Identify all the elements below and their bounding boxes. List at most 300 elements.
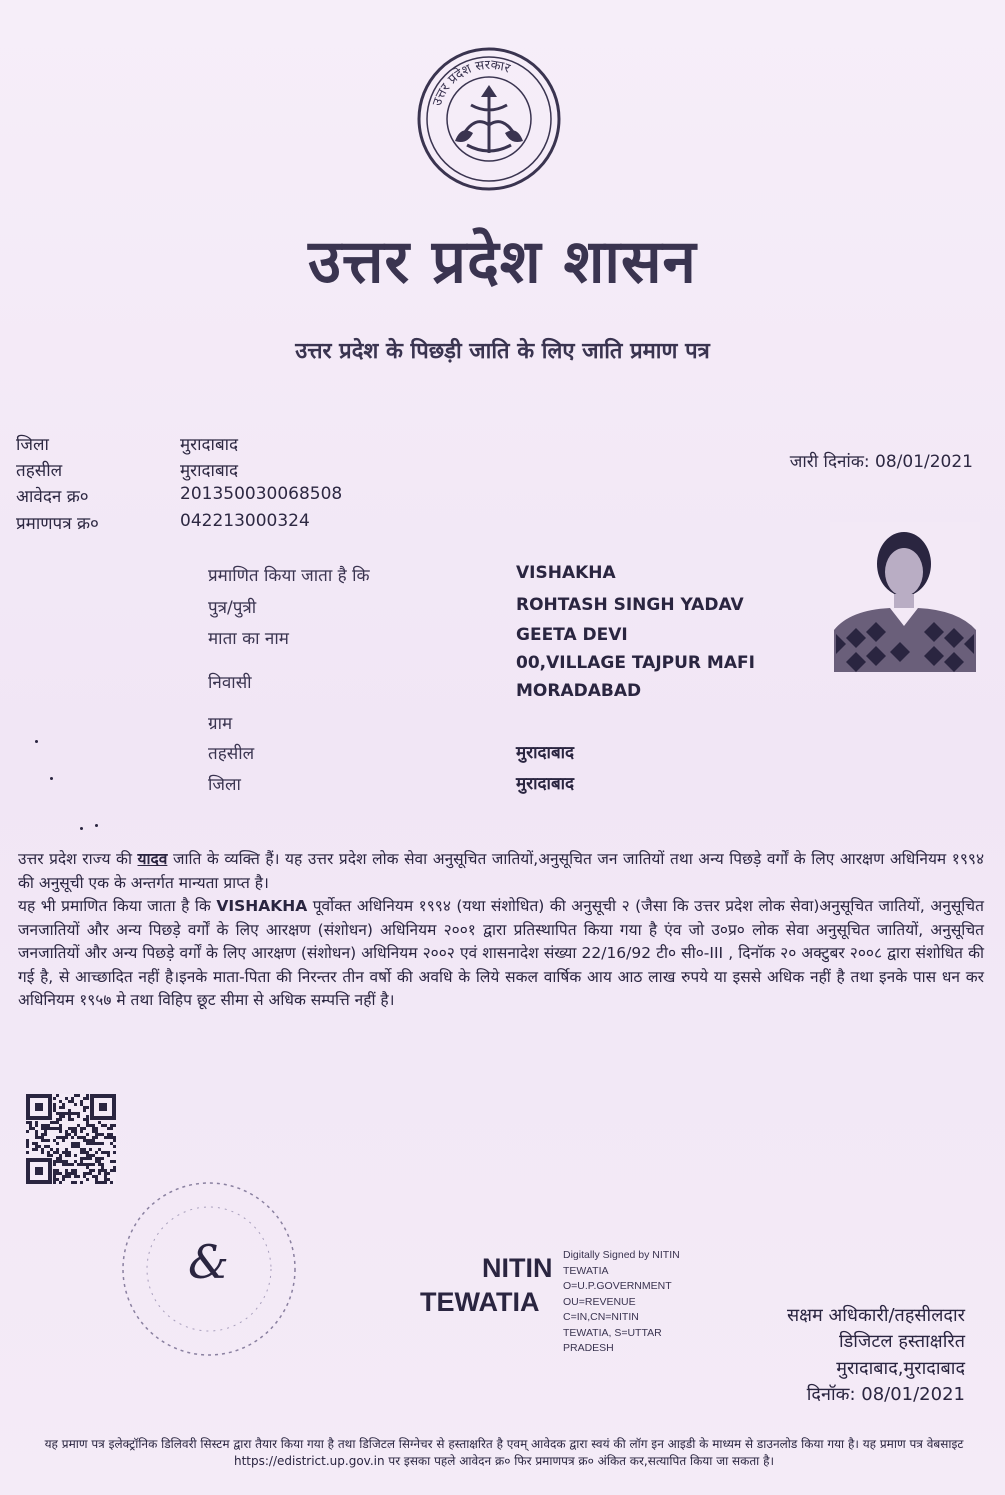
qr-module [92,1169,95,1172]
qr-module [98,1157,101,1160]
speck [50,777,53,780]
officer-signature-status: डिजिटल हस्ताक्षरित [839,1331,965,1352]
qr-module [71,1100,74,1103]
detail-value-address-line1: 00,VILLAGE TAJPUR MAFI [516,653,755,673]
detail-label-tehsil: तहसील [208,744,255,764]
qr-module [107,1151,110,1154]
qr-module [101,1169,104,1172]
qr-module [83,1163,86,1166]
qr-module [80,1103,83,1106]
qr-module [74,1142,77,1145]
qr-module [56,1169,59,1172]
qr-module [65,1136,68,1139]
qr-module [86,1115,89,1118]
qr-module [77,1163,80,1166]
qr-module [80,1148,83,1151]
qr-module [92,1136,95,1139]
qr-module [83,1157,86,1160]
qr-module [92,1127,95,1130]
qr-module [56,1118,59,1121]
meta-value-tehsil: मुरादाबाद [180,461,239,481]
qr-module [56,1178,59,1181]
qr-module [89,1163,92,1166]
detail-label-village: ग्राम [208,714,233,734]
qr-module [32,1127,35,1130]
qr-module [110,1133,113,1136]
qr-module [44,1133,47,1136]
qr-module [65,1148,68,1151]
speck [80,827,83,830]
qr-module [41,1151,44,1154]
qr-module [65,1160,68,1163]
qr-module [98,1181,101,1184]
qr-module [74,1169,77,1172]
qr-module [80,1151,83,1154]
qr-module [98,1133,101,1136]
qr-module [59,1100,62,1103]
qr-module [74,1172,77,1175]
qr-module [86,1133,89,1136]
qr-module [68,1109,71,1112]
detail-value-father: ROHTASH SINGH YADAV [516,595,744,615]
caste-name: यादव [137,850,168,868]
qr-module [77,1136,80,1139]
qr-module [62,1136,65,1139]
qr-module [56,1127,59,1130]
document-title: उत्तर प्रदेश शासन [308,227,697,297]
qr-module [95,1142,98,1145]
qr-module [86,1178,89,1181]
qr-module [83,1127,86,1130]
qr-module [56,1136,59,1139]
qr-module [56,1112,59,1115]
qr-module [35,1133,38,1136]
qr-module [41,1148,44,1151]
qr-module [104,1136,107,1139]
qr-module [50,1148,53,1151]
qr-module [104,1175,107,1178]
qr-module [74,1181,77,1184]
qr-module [59,1112,62,1115]
qr-module [35,1121,38,1124]
qr-module [35,1136,38,1139]
qr-module [56,1121,59,1124]
qr-module [65,1163,68,1166]
qr-module [83,1118,86,1121]
body-text-fragment: उत्तर प्रदेश राज्य की [18,850,138,868]
verification-footer: यह प्रमाण पत्र इलेक्ट्रॉनिक डिलिवरी सिस्टम द्वारा तैयार किया गया है तथा डिजिटल सिग्नेचर से हस्ताक्षरित है एवम् आवेदक द्वारा स्वयं की लॉग इन आइडी के माध्यम से डाउनलोड किया गया है। यह प्रमाण पत्र वेबसाइट https://edistrict.up.gov.in पर इसका पहले आवेदन क्र० फिर प्रमाणपत्र क्र० अंकित कर,सत्यापित किया जा सकता है। [44,1437,964,1468]
signature-line: C=IN,CN=NITIN [563,1311,639,1323]
qr-module [29,1124,32,1127]
qr-module [71,1112,74,1115]
handwritten-signature: & [188,1235,229,1289]
up-government-emblem [415,45,563,193]
qr-module [53,1160,56,1163]
qr-module [59,1172,62,1175]
qr-module [44,1145,47,1148]
qr-module [107,1178,110,1181]
qr-module [44,1130,47,1133]
qr-module [56,1157,59,1160]
qr-module [83,1136,86,1139]
qr-module [110,1142,113,1145]
qr-module [35,1130,38,1133]
qr-module [47,1124,50,1127]
signature-line: TEWATIA [563,1264,609,1277]
qr-module [38,1145,41,1148]
qr-module [47,1139,50,1142]
applicant-photo [830,522,980,672]
qr-module [86,1142,89,1145]
qr-module [77,1115,80,1118]
qr-module [110,1136,113,1139]
qr-module [68,1172,71,1175]
qr-module [83,1097,86,1100]
qr-module [92,1142,95,1145]
qr-module [104,1169,107,1172]
qr-module [74,1094,77,1097]
qr-module [104,1172,107,1175]
qr-module [71,1118,74,1121]
signature-line: O=U.P.GOVERNMENT [563,1280,672,1292]
qr-module [95,1151,98,1154]
qr-module [107,1154,110,1157]
qr-module [29,1121,32,1124]
meta-value-district: मुरादाबाद [180,435,239,455]
qr-module [89,1148,92,1151]
qr-module [56,1142,59,1145]
qr-module [71,1097,74,1100]
qr-module [53,1121,56,1124]
signer-last-name: TEWATIA [420,1287,540,1317]
qr-module [29,1127,32,1130]
qr-module [65,1130,68,1133]
qr-module [59,1124,62,1127]
qr-module [26,1139,29,1142]
qr-module [65,1175,68,1178]
qr-module [62,1103,65,1106]
speck [95,824,98,827]
qr-module [32,1148,35,1151]
qr-module [86,1094,89,1097]
qr-module [68,1115,71,1118]
qr-module [98,1169,101,1172]
qr-module [86,1121,89,1124]
qr-module [86,1154,89,1157]
qr-module [65,1169,68,1172]
meta-value-certificate-no: 042213000324 [180,511,310,531]
qr-module [86,1097,89,1100]
qr-module [56,1172,59,1175]
meta-label-application-no: आवेदन क्र० [16,487,89,507]
qr-module [89,1142,92,1145]
detail-label-resident: निवासी [208,673,252,693]
qr-module [83,1172,86,1175]
qr-module [80,1127,83,1130]
signature-line: PRADESH [563,1342,614,1354]
qr-module [86,1139,89,1142]
qr-module [86,1106,89,1109]
qr-module [68,1163,71,1166]
qr-module [77,1175,80,1178]
qr-module [101,1166,104,1169]
qr-module [95,1175,98,1178]
qr-module [95,1133,98,1136]
qr-module [68,1100,71,1103]
qr-module [101,1157,104,1160]
qr-module [89,1124,92,1127]
qr-module [74,1133,77,1136]
qr-module [107,1172,110,1175]
signature-line: TEWATIA, S=UTTAR [563,1326,662,1339]
qr-module [62,1175,65,1178]
signature-line: OU=REVENUE [563,1295,636,1308]
qr-module [62,1178,65,1181]
qr-module [53,1163,56,1166]
detail-value-tehsil: मुरादाबाद [516,743,575,763]
qr-module [74,1175,77,1178]
qr-module [26,1151,29,1154]
qr-module [95,1181,98,1184]
qr-module [53,1169,56,1172]
qr-module [86,1163,89,1166]
qr-module [62,1115,65,1118]
qr-module [98,1160,101,1163]
qr-module [59,1118,62,1121]
detail-value-address-line2: MORADABAD [516,681,642,701]
qr-module [59,1130,62,1133]
qr-module [74,1127,77,1130]
qr-module [92,1154,95,1157]
qr-module [65,1172,68,1175]
qr-module [56,1094,59,1097]
qr-module [71,1181,74,1184]
qr-module [80,1136,83,1139]
qr-module [101,1163,104,1166]
qr-module [71,1145,74,1148]
qr-module [107,1127,110,1130]
qr-module [80,1157,83,1160]
qr-module [74,1154,77,1157]
qr-module [41,1124,44,1127]
detail-label-certified: प्रमाणित किया जाता है कि [208,566,370,586]
qr-module [53,1106,56,1109]
qr-module [77,1124,80,1127]
digital-signature-details [563,1248,713,1357]
qr-module [107,1136,110,1139]
document-subtitle: उत्तर प्रदेश के पिछड़ी जाति के लिए जाति प्रमाण पत्र [295,339,710,364]
qr-module [83,1139,86,1142]
qr-module [86,1157,89,1160]
qr-module [53,1172,56,1175]
qr-module [74,1112,77,1115]
applicant-name-inline: VISHAKHA [216,897,308,915]
qr-module [59,1115,62,1118]
qr-module [53,1139,56,1142]
qr-module [53,1151,56,1154]
qr-module [95,1157,98,1160]
qr-module [53,1109,56,1112]
qr-module [53,1178,56,1181]
qr-module [80,1130,83,1133]
qr-module [56,1151,59,1154]
qr-module [47,1145,50,1148]
meta-value-application-no: 201350030068508 [180,484,343,504]
qr-module [101,1181,104,1184]
meta-label-certificate-no: प्रमाणपत्र क्र० [16,514,99,534]
qr-module [83,1109,86,1112]
qr-module [50,1154,53,1157]
qr-module [86,1118,89,1121]
qr-module [89,1169,92,1172]
qr-module [113,1145,116,1148]
qr-module [92,1130,95,1133]
qr-module [59,1154,62,1157]
qr-module [71,1163,74,1166]
qr-module [110,1181,113,1184]
qr-module [47,1151,50,1154]
qr-module [53,1103,56,1106]
qr-module [68,1175,71,1178]
qr-module [92,1175,95,1178]
official-seal [118,1178,300,1360]
qr-module [56,1148,59,1151]
body-paragraph-1 [18,848,984,895]
qr-module [74,1130,77,1133]
qr-module [77,1142,80,1145]
qr-module [68,1133,71,1136]
qr-module [80,1100,83,1103]
qr-module [53,1127,56,1130]
qr-module [59,1181,62,1184]
qr-module [104,1124,107,1127]
qr-module [47,1154,50,1157]
qr-module [65,1097,68,1100]
qr-module [89,1139,92,1142]
qr-module [113,1169,116,1172]
qr-module [68,1118,71,1121]
qr-module [89,1172,92,1175]
qr-module [71,1172,74,1175]
qr-module [95,1130,98,1133]
officer-designation: सक्षम अधिकारी/तहसीलदार [786,1305,965,1326]
qr-module [104,1178,107,1181]
qr-module [38,1136,41,1139]
body-text-fragment: यह भी प्रमाणित किया जाता है कि [18,897,217,915]
qr-module [89,1154,92,1157]
detail-label-district: जिला [208,775,241,795]
qr-module [83,1106,86,1109]
qr-module [110,1127,113,1130]
qr-module [113,1136,116,1139]
qr-module [77,1112,80,1115]
qr-module [113,1166,116,1169]
issue-date: जारी दिनांक: 08/01/2021 [789,452,973,472]
qr-module [92,1163,95,1166]
qr-module [110,1124,113,1127]
officer-date: दिनॉक: 08/01/2021 [806,1384,965,1405]
qr-module [104,1181,107,1184]
qr-module [44,1139,47,1142]
qr-module [41,1139,44,1142]
detail-label-mother: माता का नाम [208,629,289,649]
qr-module [95,1178,98,1181]
qr-module [62,1106,65,1109]
qr-module [50,1127,53,1130]
qr-module [80,1160,83,1163]
qr-module [32,1142,35,1145]
qr-module [62,1112,65,1115]
qr-module [26,1121,29,1124]
qr-module [68,1112,71,1115]
qr-module [113,1124,116,1127]
meta-label-district: जिला [16,435,49,455]
qr-module [35,1124,38,1127]
qr-module [113,1139,116,1142]
detail-value-district: मुरादाबाद [516,774,575,794]
qr-module [62,1151,65,1154]
speck [35,740,38,743]
meta-label-tehsil: तहसील [16,461,63,481]
qr-module [65,1112,68,1115]
qr-module [95,1127,98,1130]
qr-module [71,1130,74,1133]
qr-module [62,1139,65,1142]
qr-module [26,1145,29,1148]
qr-module [26,1130,29,1133]
certificate-body [18,848,984,1013]
qr-module [110,1169,113,1172]
qr-module [98,1172,101,1175]
qr-module [77,1145,80,1148]
qr-module [83,1175,86,1178]
qr-module [71,1142,74,1145]
qr-module [92,1124,95,1127]
qr-module [35,1142,38,1145]
qr-module [65,1151,68,1154]
qr-module [65,1154,68,1157]
qr-module [77,1094,80,1097]
qr-module [80,1163,83,1166]
qr-module [89,1157,92,1160]
qr-module [86,1172,89,1175]
qr-module [74,1103,77,1106]
qr-module [107,1133,110,1136]
qr-module [98,1163,101,1166]
qr-module [71,1127,74,1130]
qr-module [62,1160,65,1163]
qr-module [86,1151,89,1154]
qr-module [59,1127,62,1130]
emblem-ring-text: उत्तर प्रदेश सरकार [430,57,513,108]
qr-module [35,1145,38,1148]
qr-module [83,1148,86,1151]
qr-module [98,1121,101,1124]
qr-module [95,1136,98,1139]
qr-module [59,1106,62,1109]
qr-module [113,1151,116,1154]
qr-module [26,1142,29,1145]
body-paragraph-2 [18,895,984,1013]
qr-module [41,1136,44,1139]
qr-module [68,1151,71,1154]
qr-module [35,1148,38,1151]
qr-module [86,1166,89,1169]
qr-module [101,1142,104,1145]
detail-value-mother: GEETA DEVI [516,625,628,645]
qr-module [110,1160,113,1163]
qr-module [41,1133,44,1136]
